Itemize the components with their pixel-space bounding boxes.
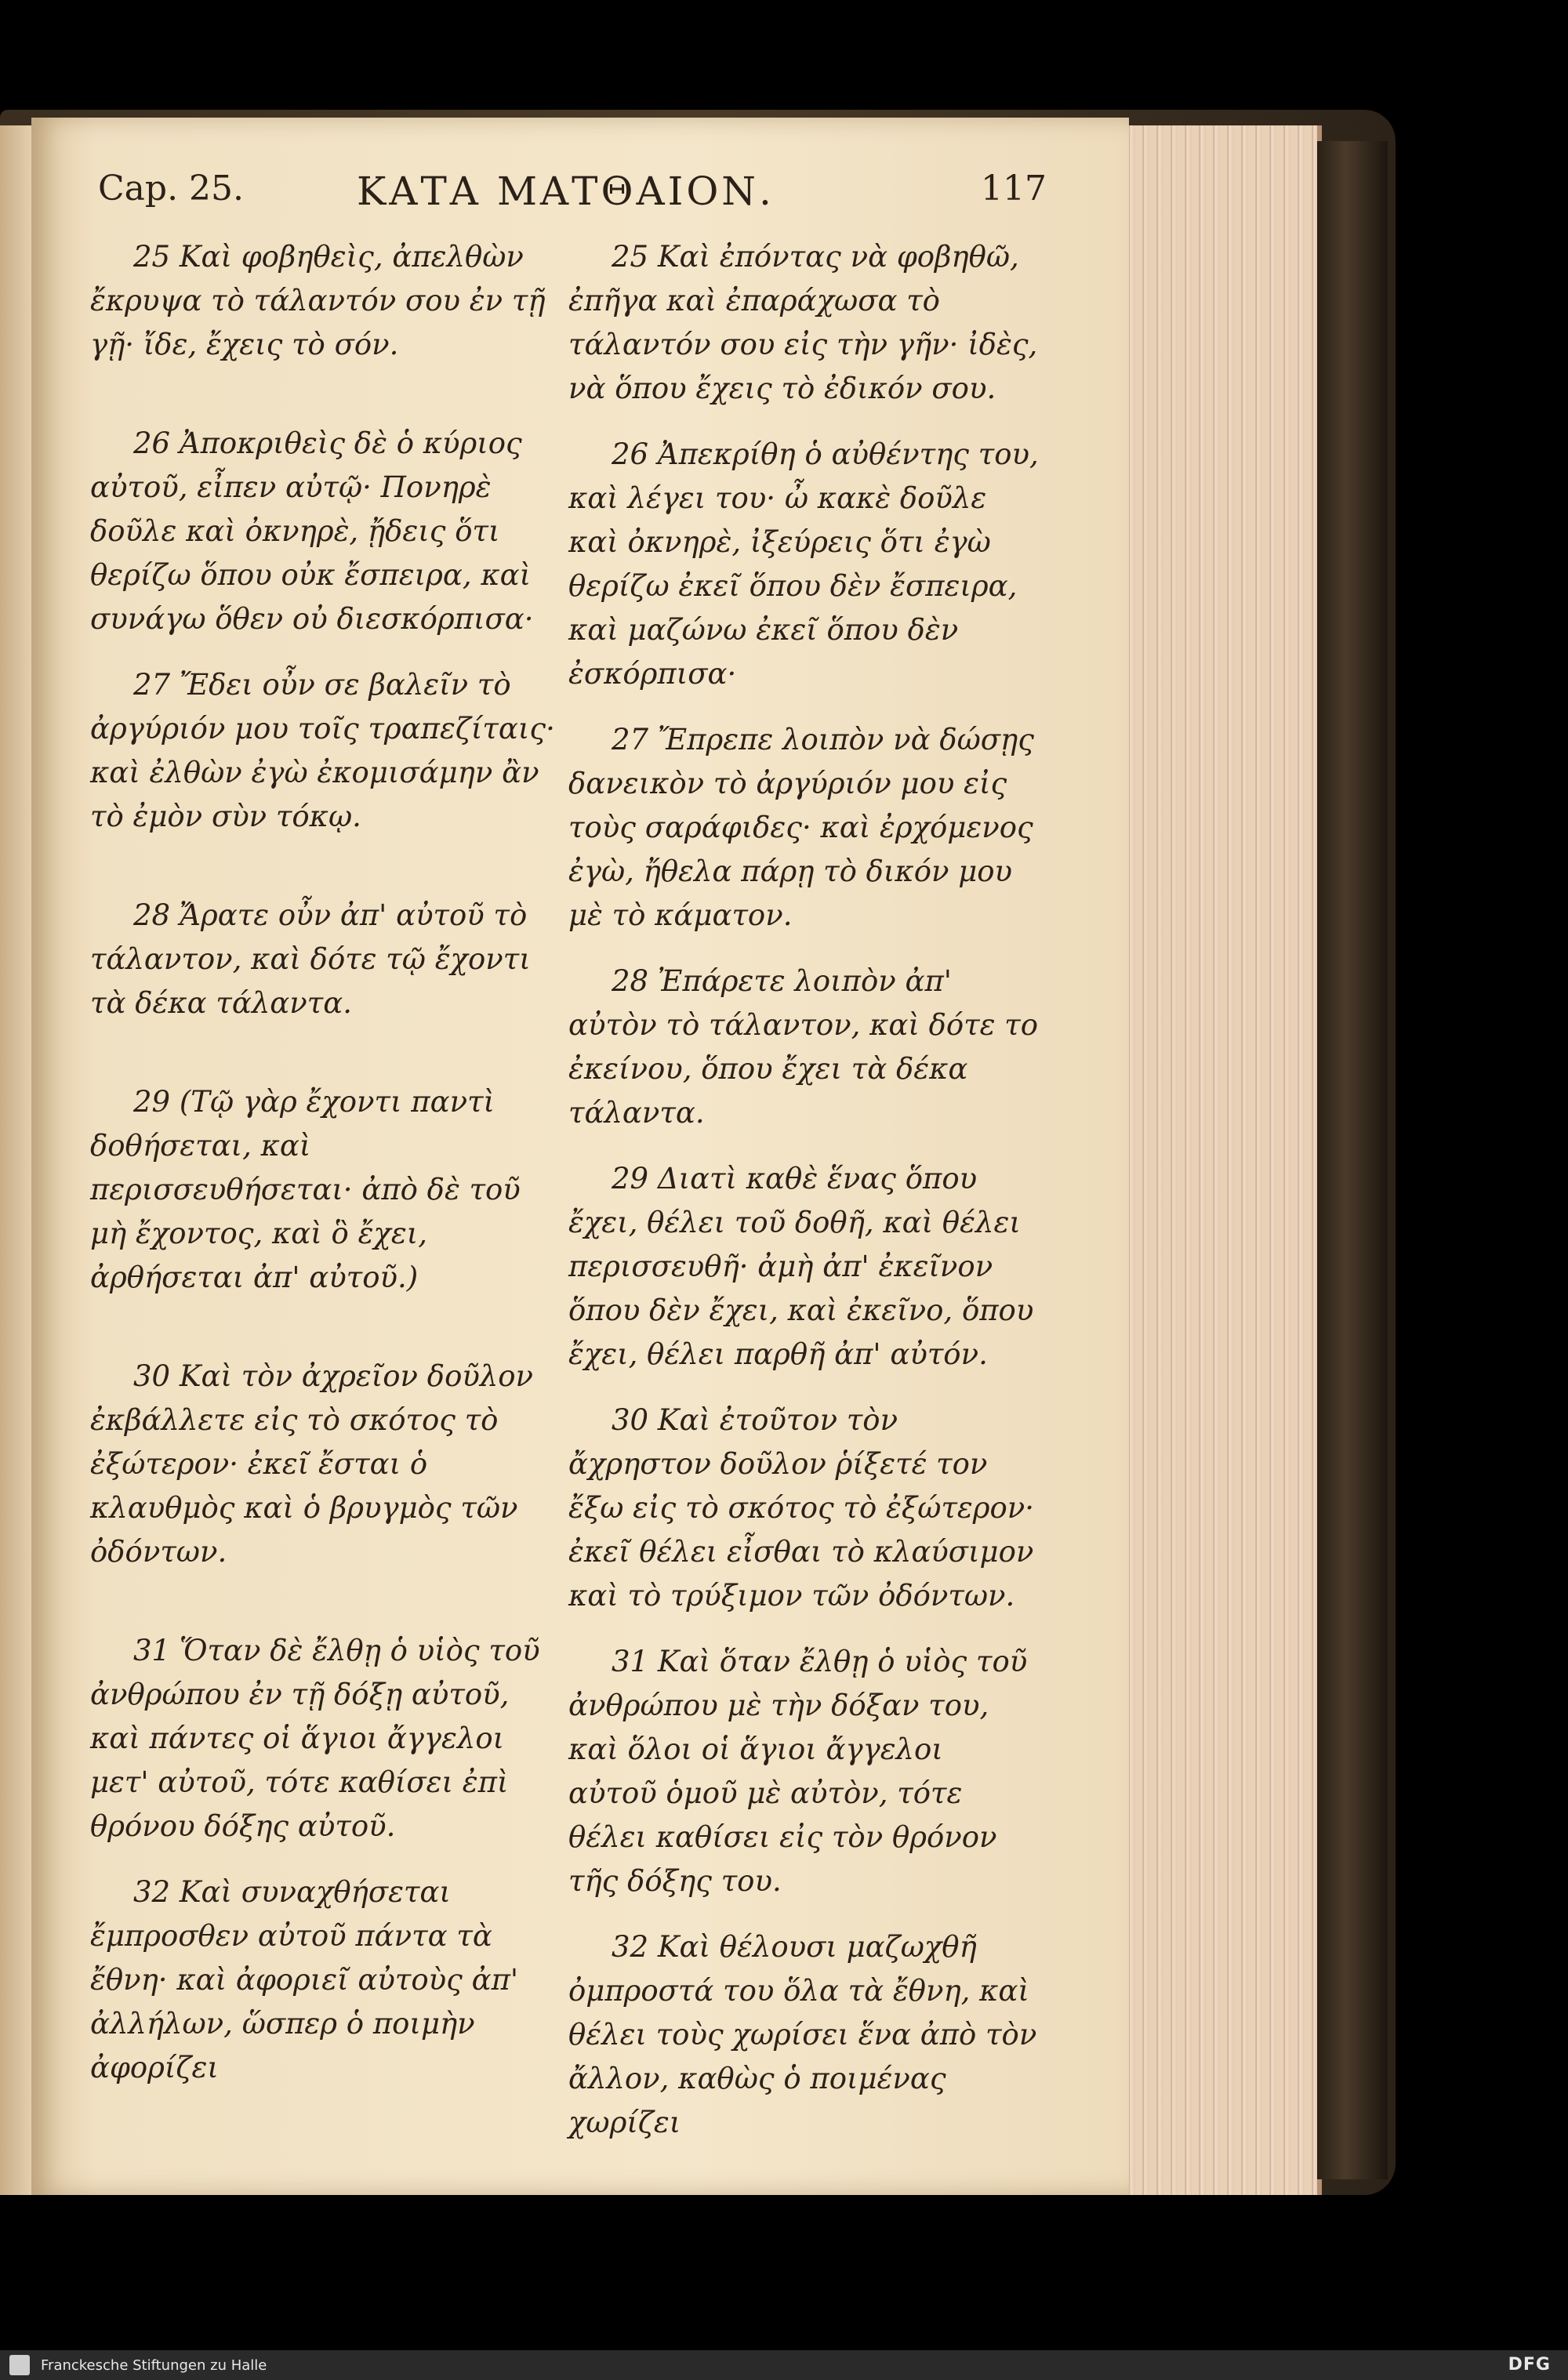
greek-column-vernacular — [568, 235, 1039, 2167]
dfg-logo: DFG — [1508, 2355, 1551, 2375]
institution-name: Franckesche Stiftungen zu Halle — [41, 2357, 267, 2374]
book-title: ΚΑΤΑ ΜΑΤΘΑΙΟΝ. — [357, 169, 775, 214]
verse-26-right: 26 Ἀπεκρίθη ὁ αὐθέντης του, καὶ λέγει του· ὦ κακὲ δοῦλε καὶ ὀκνηρὲ, ἰξεύρεις ὅτι ἐγὼ θερίζω ἐκεῖ ὅπου δὲν ἔσπειρα, καὶ μαζώνω ἐκεῖ ὅπου δὲν ἐσκόρπισα· — [568, 437, 1039, 691]
chapter-label: Cap. 25. — [98, 169, 245, 209]
verse-32-right: 32 Καὶ θέλουσι μαζωχθῆ ὀμπροστά του ὅλα τὰ ἔθνη, καὶ θέλει τοὺς χωρίσει ἕνα ἀπὸ τὸν ἄλλον, καθὼς ὁ ποιμένας χωρίζει — [568, 1930, 1037, 2139]
institution-logo-icon — [9, 2355, 30, 2375]
facing-page-edge — [0, 125, 31, 2195]
book-board-edge — [1317, 141, 1388, 2179]
verse-27-right: 27 Ἔπρεπε λοιπὸν νὰ δώσῃς δανεικὸν τὸ ἀργύριόν μου εἰς τοὺς σαράφιδες· καὶ ἐρχόμενος ἐγὼ, ἤθελα πάρῃ τὸ δικόν μου μὲ τὸ κάματον. — [568, 723, 1034, 932]
page-fore-edge — [1121, 125, 1322, 2195]
verse-29-left: 29 (Τῷ γὰρ ἔχοντι παντὶ δοθήσεται, καὶ περισσευθήσεται· ἀπὸ δὲ τοῦ μὴ ἔχοντος, καὶ ὃ ἔχει, ἀρθήσεται ἀπ' αὐτοῦ.) — [90, 1085, 521, 1294]
footer-bar — [0, 2350, 1568, 2380]
verse-28-left: 28 Ἄρατε οὖν ἀπ' αὐτοῦ τὸ τάλαντον, καὶ δότε τῷ ἔχοντι τὰ δέκα τάλαντα. — [90, 898, 531, 1020]
verse-30-right: 30 Καὶ ἐτοῦτον τὸν ἄχρηστον δοῦλον ῥίξετέ τον ἔξω εἰς τὸ σκότος τὸ ἐξώτερον· ἐκεῖ θέλει εἶσθαι τὸ κλαύσιμον καὶ τὸ τρύξιμον τῶν ὀδόντων. — [568, 1403, 1035, 1613]
greek-column-original — [90, 235, 561, 2112]
verse-27-left: 27 Ἔδει οὖν σε βαλεῖν τὸ ἀργύριόν μου τοῖς τραπεζίταις· καὶ ἐλθὼν ἐγὼ ἐκομισάμην ἂν τὸ ἐμὸν σὺν τόκῳ. — [90, 668, 555, 833]
verse-31-left: 31 Ὅταν δὲ ἔλθῃ ὁ υἱὸς τοῦ ἀνθρώπου ἐν τῇ δόξῃ αὐτοῦ, καὶ πάντες οἱ ἅγιοι ἄγγελοι μετ' αὐτοῦ, τότε καθίσει ἐπὶ θρόνου δόξης αὐτοῦ. — [90, 1634, 540, 1843]
running-head — [98, 169, 1047, 223]
verse-25-right: 25 Καὶ ἐπόντας νὰ φοβηθῶ, ἐπῆγα καὶ ἐπαράχωσα τὸ τάλαντόν σου εἰς τὴν γῆν· ἰδὲς, νὰ ὅπου ἔχεις τὸ ἐδικόν σου. — [568, 240, 1038, 405]
verse-28-right: 28 Ἐπάρετε λοιπὸν ἀπ' αὐτὸν τὸ τάλαντον, καὶ δότε το ἐκείνου, ὅπου ἔχει τὰ δέκα τάλαντα. — [568, 964, 1039, 1130]
verse-32-left: 32 Καὶ συναχθήσεται ἔμπροσθεν αὐτοῦ πάντα τὰ ἔθνη· καὶ ἀφοριεῖ αὐτοὺς ἀπ' ἀλλήλων, ὥσπερ ὁ ποιμὴν ἀφορίζει — [90, 1875, 519, 2084]
verse-26-left: 26 Ἀποκριθεὶς δὲ ὁ κύριος αὐτοῦ, εἶπεν αὐτῷ· Πονηρὲ δοῦλε καὶ ὀκνηρὲ, ᾔδεις ὅτι θερίζω ὅπου οὐκ ἔσπειρα, καὶ συνάγω ὅθεν οὐ διεσκόρπισα· — [90, 426, 534, 636]
verse-31-right: 31 Καὶ ὅταν ἔλθῃ ὁ υἱὸς τοῦ ἀνθρώπου μὲ τὴν δόξαν του, καὶ ὅλοι οἱ ἅγιοι ἄγγελοι αὐτοῦ ὁμοῦ μὲ αὐτὸν, τότε θέλει καθίσει εἰς τὸν θρόνον τῆς δόξης του. — [568, 1645, 1028, 1898]
page-number: 117 — [981, 169, 1047, 209]
verse-25-left: 25 Καὶ φοβηθεὶς, ἀπελθὼν ἔκρυψα τὸ τάλαντόν σου ἐν τῇ γῇ· ἴδε, ἔχεις τὸ σόν. — [90, 240, 546, 361]
verse-30-left: 30 Καὶ τὸν ἀχρεῖον δοῦλον ἐκβάλλετε εἰς τὸ σκότος τὸ ἐξώτερον· ἐκεῖ ἔσται ὁ κλαυθμὸς καὶ ὁ βρυγμὸς τῶν ὀδόντων. — [90, 1359, 534, 1569]
verse-29-right: 29 Διατὶ καθὲ ἕνας ὅπου ἔχει, θέλει τοῦ δοθῆ, καὶ θέλει περισσευθῆ· ἀμὴ ἀπ' ἐκεῖνον ὅπου δὲν ἔχει, καὶ ἐκεῖνο, ὅπου ἔχει, θέλει παρθῆ ἀπ' αὐτόν. — [568, 1162, 1034, 1371]
